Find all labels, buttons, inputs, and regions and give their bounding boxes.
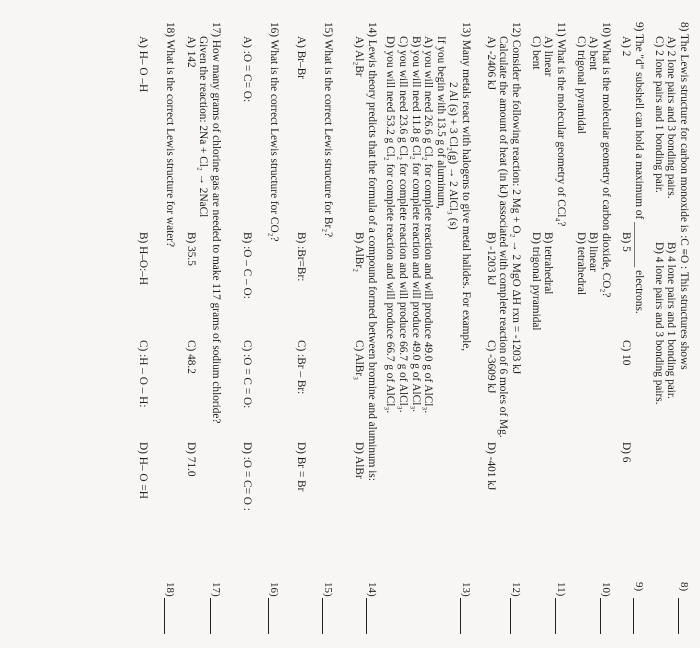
question-15	[295, 22, 334, 542]
answer-blank-15[interactable]	[320, 582, 334, 642]
answer-number: 17)	[210, 582, 222, 597]
answer-number: 12)	[510, 582, 522, 597]
answer-number: 13)	[460, 582, 472, 597]
choice-b: B) :O – C – O:	[241, 232, 254, 299]
question-text-2: Calculate the amount of heat (in kJ) associated with complete reaction of 6 moles of Mg.	[497, 36, 510, 438]
question-13	[384, 22, 472, 542]
choice-c: C) 10	[620, 340, 633, 366]
answer-blank-14[interactable]	[364, 582, 378, 642]
question-text-2: If you begin with 13.5 g of aluminum,	[434, 36, 447, 209]
question-18	[137, 22, 176, 542]
choice-c: C) you will need 23.6 g Cl₂ for complete reaction and will produce 66.7 g of AlCl₃.	[397, 36, 410, 413]
answer-number: 8)	[678, 582, 690, 592]
choice-a: A) bent	[587, 36, 600, 71]
choice-c: C) AlBr₃	[353, 340, 366, 381]
question-9	[620, 22, 645, 542]
choice-d: D) AlBr	[353, 442, 366, 479]
choice-b: B) AlBr₂	[353, 232, 366, 273]
choice-c: C) :Br – Br:	[295, 340, 308, 395]
answer-number: 14)	[366, 582, 378, 597]
choice-a: A) H– O –H	[137, 36, 150, 93]
reaction-equation: 2 Al (s) + 3 Cl₂(g) → 2 AlCl₃ (s)	[447, 82, 460, 230]
choice-a: A) Br–Br	[295, 36, 308, 79]
question-16	[241, 22, 280, 542]
choice-a: A) 142	[184, 36, 197, 68]
choice-c: C) bent	[529, 36, 542, 70]
answer-number: 18)	[164, 582, 176, 597]
question-text: 18) What is the correct Lewis structure for water?	[164, 22, 176, 248]
choice-a: A) 2	[620, 36, 633, 57]
choice-b: B) :Br=Br:	[295, 232, 308, 282]
choice-a: A) linear	[542, 36, 555, 77]
choice-b: B) 4 lone pairs and 1 bonding pair.	[665, 242, 678, 399]
question-text: 16) What is the correct Lewis structure for CO₂?	[268, 22, 280, 242]
answer-blank-10[interactable]	[598, 582, 612, 642]
question-14	[353, 22, 378, 542]
choice-a: A) 2 lone pairs and 3 bonding pairs.	[665, 36, 678, 199]
answer-blank-12[interactable]	[508, 582, 522, 642]
choice-b: B) you will need 11.8 g Cl₂ for complete reaction and will produce 49.0 g of AlCl₃.	[409, 36, 422, 413]
question-text: 11) What is the molecular geometry of CCl₄?	[555, 22, 567, 227]
choice-c: C) 2 lone pairs and 1 bonding pair.	[652, 36, 665, 193]
question-12	[484, 22, 522, 542]
choice-c: C) :H – O – H:	[137, 340, 150, 408]
answer-number: 15)	[322, 582, 334, 597]
choice-d: D) 6	[620, 442, 633, 463]
choice-c: C) :O = C = O:	[241, 340, 254, 409]
choice-b: B) 5	[620, 232, 633, 252]
question-10	[574, 22, 612, 542]
choice-d: D) H– O =H	[137, 442, 150, 499]
question-text: 13) Many metals react with halogens to give metal halides. For example,	[460, 22, 472, 352]
choice-b: B) 35.5	[184, 232, 197, 266]
answer-number: 16)	[268, 582, 280, 597]
question-11	[529, 22, 567, 542]
answer-blank-16[interactable]	[266, 582, 280, 642]
question-text: 10) What is the molecular geometry of carbon dioxide, CO₂?	[600, 22, 612, 298]
choice-a: A) Al₂Br	[353, 36, 366, 77]
question-8	[652, 22, 690, 542]
choice-b: B) -1203 kJ	[484, 232, 497, 286]
answer-number: 11)	[555, 582, 567, 597]
choice-d: D) you will need 53.2 g Cl₂ for complete reaction and will produce 66.7 g of AlCl₃.	[384, 36, 397, 414]
choice-d: D) 4 lone pairs and 3 bonding pairs.	[652, 242, 665, 405]
answer-blank-17[interactable]	[208, 582, 222, 642]
question-text: 15) What is the correct Lewis structure for Br₂?	[322, 22, 334, 238]
question-text: 9) The "d" subshell can hold a maximum of ________ electrons.	[633, 22, 645, 314]
choice-d: D) :O = C= O :	[241, 442, 254, 511]
answer-number: 9)	[633, 582, 645, 592]
answer-blank-18[interactable]	[162, 582, 176, 642]
answer-blank-9[interactable]	[631, 582, 645, 642]
choice-d: D) -401 kJ	[484, 442, 497, 491]
choice-d: D) trigonal pyramidal	[529, 232, 542, 331]
choice-b: B) H–O:–H	[137, 232, 150, 286]
choice-c: C) -3609 kJ	[484, 340, 497, 394]
answer-number: 10)	[600, 582, 612, 597]
answer-blank-13[interactable]	[458, 582, 472, 642]
choice-d: D) Br = Br	[295, 442, 308, 492]
question-text: 17) How many grams of chlorine gas are needed to make 117 grams of sodium chloride?	[210, 22, 222, 424]
choice-d: D) tetrahedral	[574, 232, 587, 296]
question-text: 12) Consider the following reaction: 2 Mg + O₂ → 2 MgO ΔH rxn = -1203 kJ	[510, 22, 522, 375]
choice-d: D) 71.0	[184, 442, 197, 477]
choice-b: B) linear	[587, 232, 600, 272]
question-text: 8) The Lewis structure for carbon monoxide is :C ≡O : This structures shows	[678, 22, 690, 370]
choice-a: A) you will need 26.6 g Cl₂ for complete reaction and will produce 49.0 g of AlCl₃.	[422, 36, 435, 414]
choice-a: A) -2406 kJ	[484, 36, 497, 90]
answer-blank-11[interactable]	[553, 582, 567, 642]
question-text: 14) Lewis theory predicts that the formula of a compound formed between bromine and aluminum is:	[366, 22, 378, 481]
answer-blank-8[interactable]	[676, 582, 690, 642]
choice-c: C) trigonal pyramidal	[574, 36, 587, 134]
choice-a: A) :O = C= O:	[241, 36, 254, 103]
choice-c: C) 48.2	[184, 340, 197, 374]
choice-b: B) tetrahedral	[542, 232, 555, 295]
question-17	[184, 22, 222, 542]
question-text-2: Given the reaction: 2Na + Cl₂ → 2NaCl	[197, 36, 210, 218]
